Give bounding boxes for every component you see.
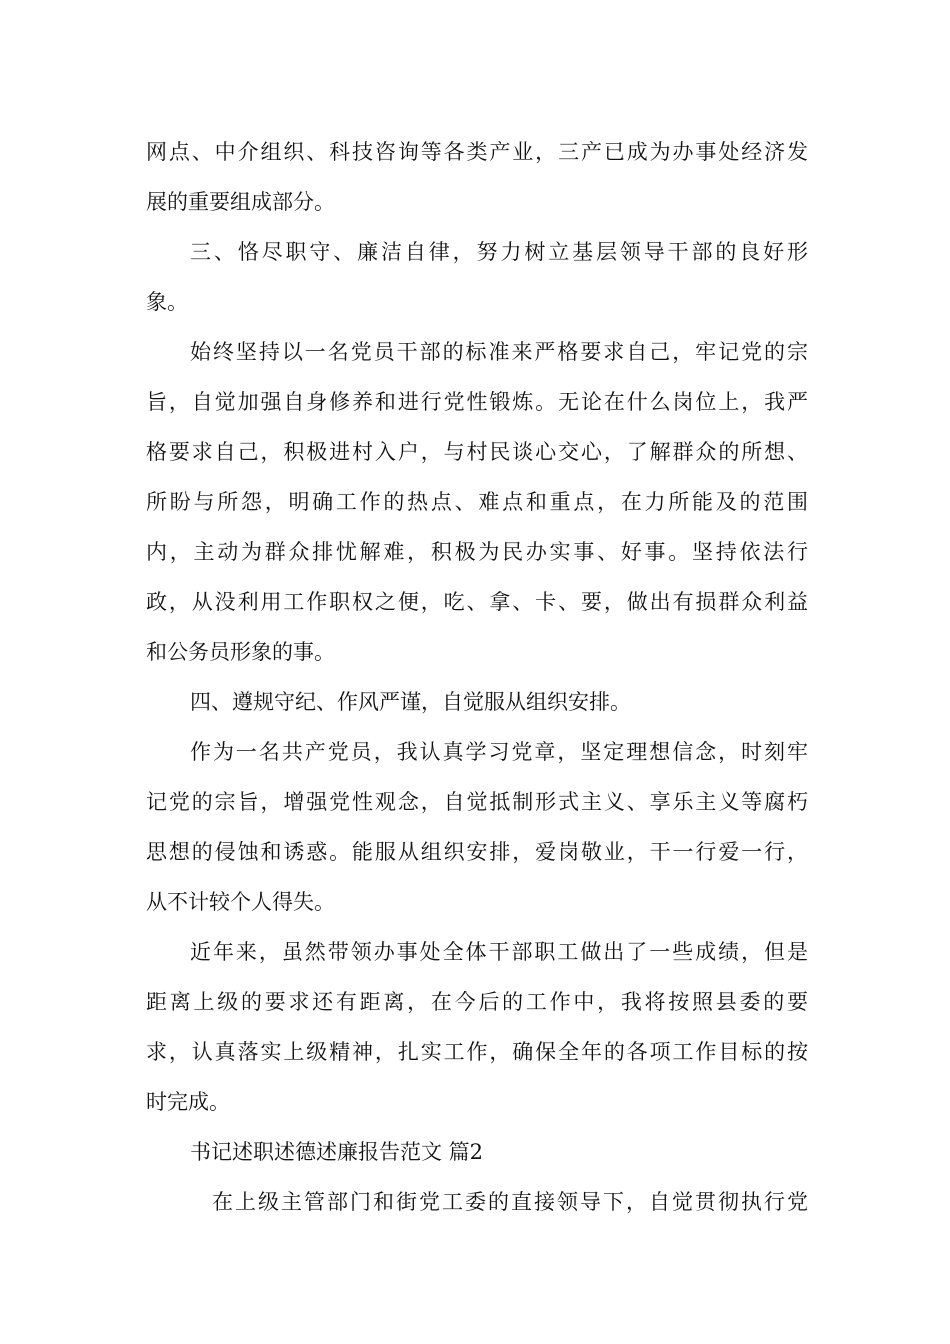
- text-line: 内，主动为群众排忧解难，积极为民办实事、好事。坚持依法行: [146, 540, 808, 564]
- section-heading: 三、恪尽职守、廉洁自律，努力树立基层领导干部的良好形: [190, 240, 808, 264]
- text-line: 网点、中介组织、科技咨询等各类产业，三产已成为办事处经济发: [146, 140, 808, 164]
- text-line: 和公务员形象的事。: [146, 640, 335, 664]
- text-line: 政，从没利用工作职权之便，吃、拿、卡、要，做出有损群众利益: [146, 590, 808, 614]
- paragraph-first-line: 近年来，虽然带领办事处全体干部职工做出了一些成绩，但是: [190, 940, 808, 964]
- paragraph-first-line: 作为一名共产党员，我认真学习党章，坚定理想信念，时刻牢: [190, 740, 808, 764]
- text-line: 时完成。: [146, 1090, 230, 1114]
- text-line: 象。: [146, 290, 188, 314]
- text-line: 所盼与所怨，明确工作的热点、难点和重点，在力所能及的范围: [146, 490, 808, 514]
- section-heading: 四、遵规守纪、作风严谨，自觉服从组织安排。: [190, 690, 631, 714]
- text-line: 距离上级的要求还有距离，在今后的工作中，我将按照县委的要: [146, 990, 808, 1014]
- text-line: 求，认真落实上级精神，扎实工作，确保全年的各项工作目标的按: [146, 1040, 808, 1064]
- paragraph-first-line: 始终坚持以一名党员干部的标准来严格要求自己，牢记党的宗: [190, 340, 808, 364]
- text-line: 格要求自己，积极进村入户，与村民谈心交心，了解群众的所想、: [146, 440, 808, 464]
- text-line: 旨，自觉加强自身修养和进行党性锻炼。无论在什么岗位上，我严: [146, 390, 808, 414]
- article-title: 书记述职述德述廉报告范文 篇2: [190, 1140, 484, 1164]
- text-line: 展的重要组成部分。: [146, 190, 335, 214]
- paragraph-first-line: 在上级主管部门和街党工委的直接领导下，自觉贯彻执行党: [212, 1190, 808, 1214]
- text-line: 思想的侵蚀和诱惑。能服从组织安排，爱岗敬业，干一行爱一行，: [146, 840, 808, 864]
- text-line: 从不计较个人得失。: [146, 890, 335, 914]
- text-line: 记党的宗旨，增强党性观念，自觉抵制形式主义、享乐主义等腐朽: [146, 790, 808, 814]
